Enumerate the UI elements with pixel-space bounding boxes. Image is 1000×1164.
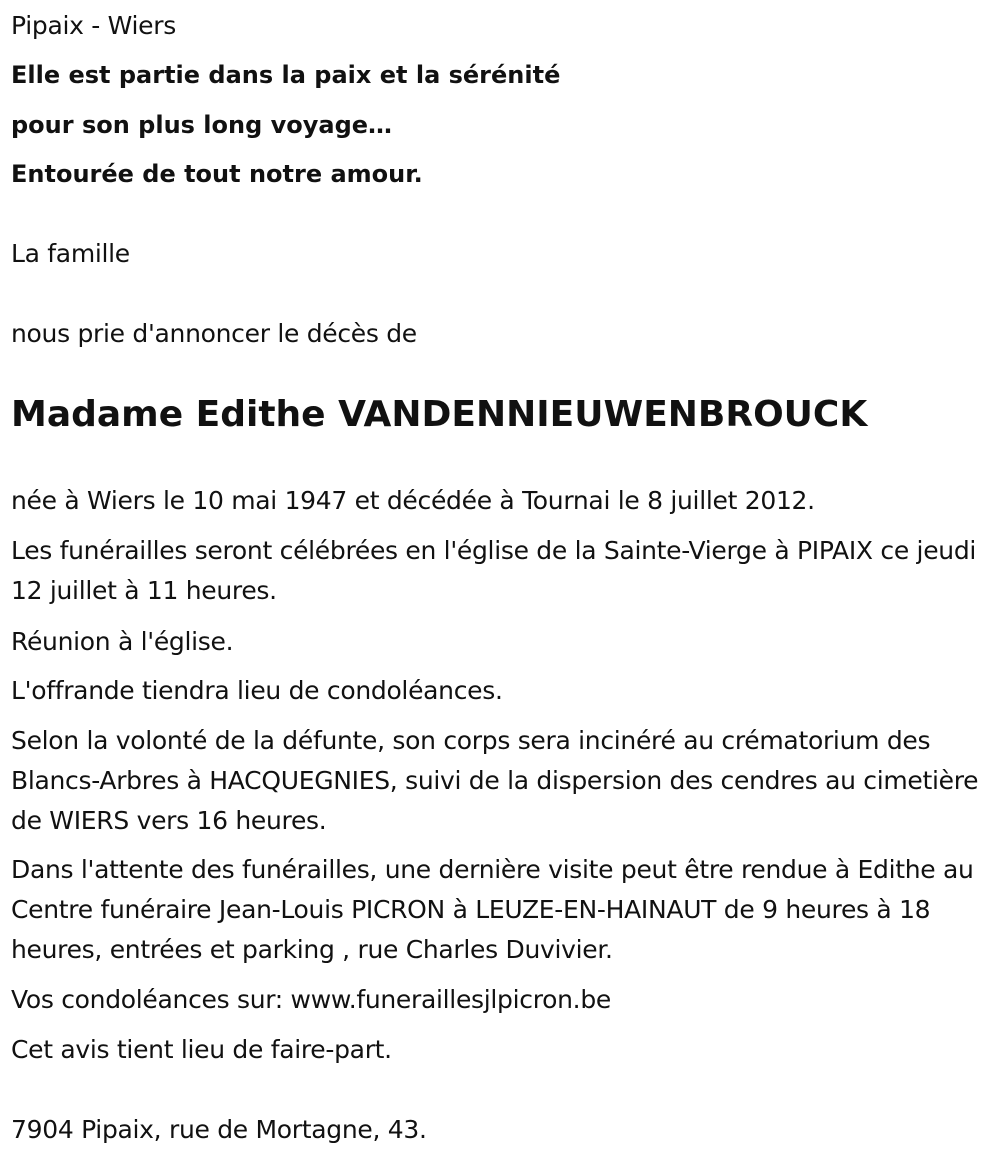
cremation-text: Selon la volonté de la défunte, son corps sera incinéré au crématorium des Blancs-Arbres à HACQUEGNIES, suivi de la dispersion des cendres au cimetière de WIERS vers 16 heures. bbox=[11, 726, 979, 835]
poem-line-1: Elle est partie dans la paix et la sérénité bbox=[11, 61, 561, 89]
condolences-text: Vos condoléances sur: www.funeraillesjlpicron.be bbox=[11, 985, 611, 1014]
offering-text: L'offrande tiendra lieu de condoléances. bbox=[11, 676, 503, 705]
poem-line-2: pour son plus long voyage… bbox=[11, 111, 393, 139]
visit-text: Dans l'attente des funérailles, une dernière visite peut être rendue à Edithe au Centre funéraire Jean-Louis PICRON à LEUZE-EN-HAINAUT de 9 heures à 18 heures, entrées et parking , rue Charles Duvivier. bbox=[11, 855, 974, 964]
poem-line-3: Entourée de tout notre amour. bbox=[11, 160, 423, 188]
notice-text: Cet avis tient lieu de faire-part. bbox=[11, 1035, 392, 1064]
funeral-text: Les funérailles seront célébrées en l'église de la Sainte-Vierge à PIPAIX ce jeudi 12 juillet à 11 heures. bbox=[11, 536, 977, 605]
location-header: Pipaix - Wiers bbox=[11, 11, 176, 40]
family-label: La famille bbox=[11, 239, 130, 268]
announcement-text: nous prie d'annoncer le décès de bbox=[11, 319, 417, 348]
birth-death-text: née à Wiers le 10 mai 1947 et décédée à Tournai le 8 juillet 2012. bbox=[11, 486, 815, 515]
deceased-name: Madame Edithe VANDENNIEUWENBROUCK bbox=[11, 394, 868, 435]
address-text: 7904 Pipaix, rue de Mortagne, 43. bbox=[11, 1115, 427, 1144]
meeting-text: Réunion à l'église. bbox=[11, 627, 234, 656]
